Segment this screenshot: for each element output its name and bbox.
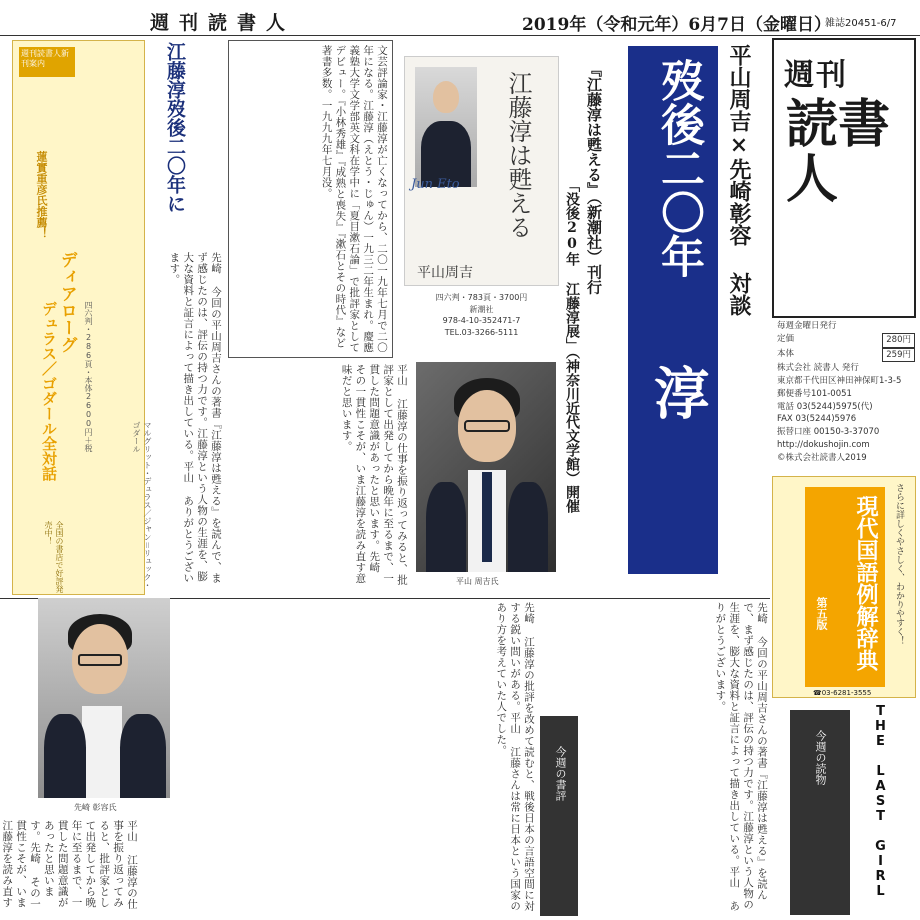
ad-title-2: デュラス／ゴダール全対話 [40, 301, 58, 481]
address: 東京都千代田区神田神保町1-3-5 [777, 376, 902, 386]
site-url[interactable]: http://dokushojin.com [777, 439, 870, 450]
book-author: 平山周吉 [417, 265, 473, 281]
article-column-bottom-right: 先崎 今回の平山周吉さんの著書『江藤淳は甦える』を読んで、まず感じたのは、評伝の持つ力です。江藤淳という人物の生涯を、膨大な資料と証言によって描き出している。平山 ありがとうございます。 [714, 602, 768, 912]
fax: FAX 03(5244)5976 [777, 414, 857, 425]
price-box [777, 320, 915, 464]
side-headline [150, 42, 220, 252]
dict-tel: ☎03-6281-3555 [813, 689, 872, 697]
ad-author: マルグリット・デュラス／ジャン＝リュック・ゴダール [132, 421, 152, 589]
dictionary-ad[interactable] [772, 476, 916, 698]
masthead [772, 38, 916, 318]
book-cover [404, 56, 559, 286]
publication-name: 週刊読書人 [150, 12, 296, 34]
weekly-reads-label: 今週の読物 [814, 730, 827, 785]
ad-recommend: 蓮實重彦氏推薦！ [35, 151, 48, 239]
book-spec: 四六判・783頁・3700円 [435, 293, 528, 302]
photo-hirayama [416, 362, 556, 572]
caption-senzaki: 先崎 彰容氏 [74, 803, 117, 812]
book-isbn: 978-4-10-352471-7 [442, 316, 521, 326]
book-tel: TEL.03-3266-5111 [444, 327, 519, 337]
masthead-line2: 読書人 [786, 94, 891, 210]
author-signature: Jun Eto [411, 177, 460, 192]
dict-edition: 第五版 [815, 597, 828, 630]
tel: 電話 03(5244)5975(代) [777, 401, 873, 412]
author-photo [415, 67, 477, 187]
caption-hirayama: 平山 周吉氏 [456, 577, 499, 586]
account: 振替口座 00150-3-37070 [777, 427, 880, 437]
banner-top: 歿後二〇年 [653, 58, 704, 278]
postal: 郵便番号101-0051 [777, 388, 852, 399]
ad-badge: 週刊読書人新刊案内 [19, 47, 75, 77]
book-ad-left[interactable] [12, 40, 152, 595]
weekly-feature[interactable]: THE LAST GIRL [873, 704, 888, 899]
photo-senzaki [38, 598, 170, 798]
dict-logo [805, 487, 885, 687]
body-price-label: 本体 [777, 348, 795, 359]
schedule: 毎週金曜日発行 [777, 321, 837, 331]
ad-note: 全国の書店で好評発売中！ [44, 521, 64, 593]
book-review-section[interactable] [540, 716, 578, 916]
copyright: ©株式会社読書人2019 [777, 452, 867, 463]
talk-headline: 平山周吉×先崎彰容 対談 [726, 44, 752, 316]
book-review-label: 今週の書評 [554, 746, 567, 801]
article-column-mid-1: 平山 江藤淳の仕事を振り返ってみると、批評家として出発してから晩年に至るまで、一貫した問題意識があったと思います。先崎 その一貫性こそが、いま江藤淳を読み直す意味だと思います。 [340, 364, 408, 586]
company: 株式会社 読書人 発行 [777, 363, 859, 374]
article-column-bottom-left: 平山 江藤淳の仕事を振り返ってみると、批評家として出発してから晩年に至るまで、一貫した問題意識があったと思います。先崎 その一貫性こそが、いま江藤淳を読み直す [1, 820, 138, 910]
issue-date: 2019年（令和元年）6月7日（金曜日） [522, 15, 831, 35]
book-info [404, 292, 559, 338]
ad-spec: 四六判・286頁・本体2600円＋税 [84, 301, 93, 452]
page-header [0, 0, 920, 36]
dict-brand: 現代国語例解辞典 [853, 495, 879, 671]
price-value: 280円 [882, 333, 915, 348]
side-headline-text: 江藤淳歿後二〇年に [164, 42, 186, 213]
issue-code: 雑誌20451-6/7 [825, 18, 897, 29]
masthead-line1: 週刊 [784, 58, 848, 93]
book-title: 江藤淳は甦える [504, 71, 532, 239]
body-price-value: 259円 [882, 348, 915, 363]
exhibit-headline: 「没後20年 江藤淳展」（神奈川近代文学館）開催 [564, 178, 580, 513]
price-label: 定価 [777, 333, 795, 344]
book-publisher: 新潮社 [469, 304, 494, 314]
ad-title-1: ディアローグ [56, 251, 77, 353]
profile-box: 文芸評論家・江藤淳が亡くなってから、二〇一九年七月で二〇年になる。江藤淳（えとう・じゅん）一九三二年生まれ。慶應義塾大学文学部英文科在学中に「夏目漱石論」で批評家としてデビュー。『小林秀雄』『成熟と喪失』『漱石とその時代』など著書多数。一九九九年七月没。 [228, 40, 393, 358]
article-column-bottom: 先崎 江藤淳の批評を改めて読むと、戦後日本の言語空間に対する鋭い問いがある。平山 江藤さんは常に日本という国家のあり方を考えていた人でした。 [495, 602, 535, 912]
book-headline: 『江藤淳は甦える』（新潮社）刊行 [585, 62, 603, 295]
article-column-left: 先崎 今回の平山周吉さんの著書『江藤淳は甦える』を読んで、まず感じたのは、評伝の持つ力です。江藤淳という人物の生涯を、膨大な資料と証言によって描き出している。平山 ありがとうございます。 [168, 252, 222, 584]
weekly-reads-section[interactable] [790, 710, 850, 915]
banner-bottom: 江藤 淳 [645, 364, 791, 476]
dict-tagline: さらに詳しくやさしく、わかりやすく！ [894, 483, 904, 645]
